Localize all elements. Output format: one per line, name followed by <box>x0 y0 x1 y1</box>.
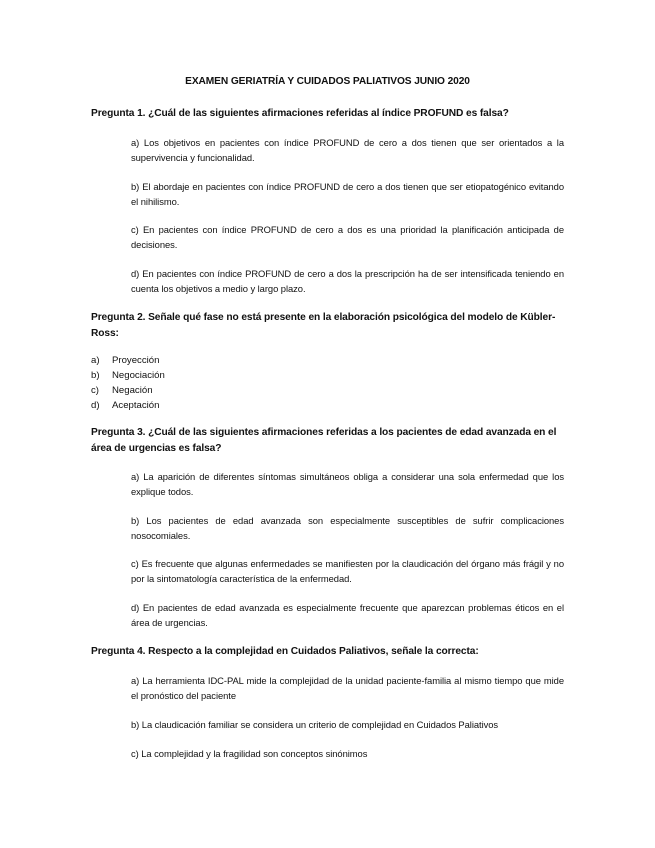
question-3-option-c: c) Es frecuente que algunas enfermedades se manifiesten por la claudicación del órgano más frágil y no por la sintomatología característica de la enfermedad. <box>131 558 564 584</box>
question-1-option-d: d) En pacientes con índice PROFUND de cero a dos la prescripción ha de ser intensificada teniendo en cuenta los objetivos a medio y largo plazo. <box>131 268 564 294</box>
question-1: Pregunta 1. ¿Cuál de las siguientes afirmaciones referidas al índice PROFUND es falsa? <box>91 108 509 119</box>
question-4-option-c: c) La complejidad y la fragilidad son conceptos sinónimos <box>131 748 368 759</box>
question-3-option-a: a) La aparición de diferentes síntomas simultáneos obliga a considerar una sola enfermedad que los explique todos. <box>131 471 564 497</box>
question-2-option-b <box>91 368 291 383</box>
question-3-option-b: b) Los pacientes de edad avanzada son especialmente susceptibles de sufrir complicaciones nosocomiales. <box>131 515 564 541</box>
question-4-option-b: b) La claudicación familiar se considera un criterio de complejidad en Cuidados Paliativos <box>131 719 499 730</box>
option-text: Negociación <box>112 370 165 381</box>
question-2: Pregunta 2. Señale qué fase no está presente en la elaboración psicológica del modelo de Kübler-Ross: <box>91 312 556 339</box>
exam-title: EXAMEN GERIATRÍA Y CUIDADOS PALIATIVOS JUNIO 2020 <box>185 76 470 87</box>
question-4-option-a: a) La herramienta IDC-PAL mide la complejidad de la unidad paciente-familia al mismo tiempo que mide el pronóstico del paciente <box>131 675 564 701</box>
option-text: Negación <box>112 385 153 396</box>
question-1-option-b: b) El abordaje en pacientes con índice PROFUND de cero a dos tienen que ser etiopatogénico evitando el nihilismo. <box>131 181 564 207</box>
question-3: Pregunta 3. ¿Cuál de las siguientes afirmaciones referidas a los pacientes de edad avanzada en el área de urgencias es falsa? <box>91 427 557 454</box>
question-2-option-c <box>91 383 291 398</box>
question-2-options <box>91 353 291 413</box>
option-label: b) <box>91 370 100 381</box>
option-label: d) <box>91 400 100 411</box>
question-1-option-c: c) En pacientes con índice PROFUND de cero a dos es una prioridad la planificación anticipada de decisiones. <box>131 224 564 250</box>
option-label: c) <box>91 385 99 396</box>
question-1-option-a: a) Los objetivos en pacientes con índice PROFUND de cero a dos tienen que ser orientados a la supervivencia y funcionalidad. <box>131 137 564 163</box>
question-4: Pregunta 4. Respecto a la complejidad en Cuidados Paliativos, señale la correcta: <box>91 646 479 657</box>
option-text: Proyección <box>112 355 160 366</box>
question-2-option-a <box>91 353 291 368</box>
option-text: Aceptación <box>112 400 160 411</box>
question-3-option-d: d) En pacientes de edad avanzada es especialmente frecuente que aparezcan problemas éticos en el área de urgencias. <box>131 602 564 628</box>
question-2-option-d <box>91 398 291 413</box>
option-label: a) <box>91 355 100 366</box>
